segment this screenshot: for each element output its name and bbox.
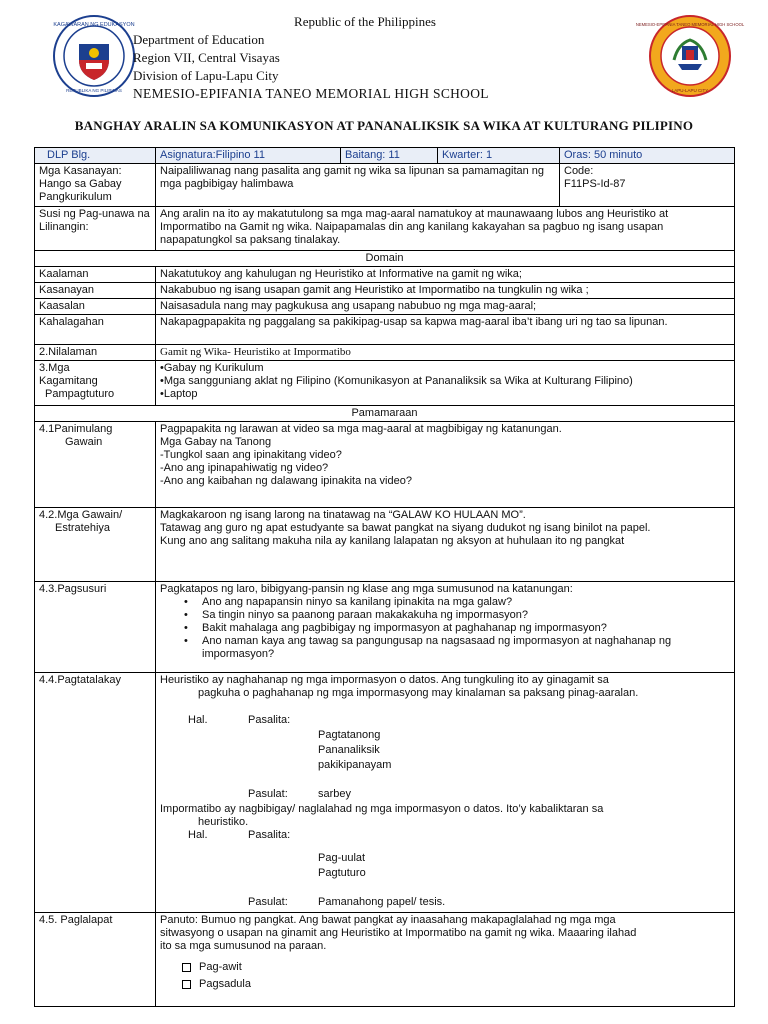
document-title: BANGHAY ARALIN SA KOMUNIKASYON AT PANANALIKSIK SA WIKA AT KULTURANG PILIPINO [74, 118, 694, 133]
domain-heading: Domain [35, 251, 735, 267]
example-item [160, 852, 730, 867]
deped-bottom-text: REPUBLIKA NG PILIPINAS [66, 88, 122, 93]
susi-row [35, 207, 735, 251]
pagsusuri-label: 4.3.Pagsusuri [35, 582, 156, 673]
school-bottom-text: LAPU-LAPU CITY [671, 88, 709, 93]
example-item [160, 759, 730, 774]
baitang-cell: Baitang: 11 [341, 148, 438, 164]
example-text: Pag-uulat [318, 852, 366, 864]
example-item [160, 744, 730, 759]
example-text: pakikipanayam [318, 759, 392, 771]
panimulang-label-line: 4.1Panimulang [39, 423, 113, 435]
heuristiko-line: Heuristiko ay naghahanap ng mga impormasyon o datos. Ang tungkuling ito ay ginagamit sa [160, 674, 609, 686]
paglalapat-options [160, 959, 730, 993]
paglalapat-line: sitwasyong o usapan na ginamit ang Heuristiko at Impormatibo na gamit ng wika. Maaaring ilahad [160, 927, 637, 939]
susi-text: Ang aralin na ito ay makatutulong sa mga mag-aaral namatukoy at maunawaang lubos ang Heuristiko at Impormatibo na Gamit ng wika. Naipapamalas din ang kanilang kakayahan sa pagbuo ng isang usapan napapatungkol sa paksang tinalakay. [156, 207, 735, 251]
pasulat-text: Pamanahong papel/ tesis. [318, 896, 446, 908]
dlp-cell: DLP Blg. [35, 148, 156, 164]
paglalapat-line: Panuto: Bumuo ng pangkat. Ang bawat pangkat ay inaasahang makapaglalahad ng mga mga [160, 914, 616, 926]
header-school: NEMESIO-EPIFANIA TANEO MEMORIAL HIGH SCHOOL [133, 86, 489, 101]
kwarter-cell: Kwarter: 1 [438, 148, 560, 164]
list-item: • Ano ang napapansin ninyo sa kanilang ipinakita na mga galaw? [184, 596, 730, 609]
kasanayan-row [35, 164, 735, 207]
kagamitan-row [35, 361, 735, 406]
impormatibo-line: Impormatibo ay nagbibigay/ naglalahad ng mga impormasyon o datos. Ito’y kabaliktaran sa [160, 803, 604, 815]
domain-text: Naisasadula nang may pagkukusa ang usapang nabubuo ng mga mag-aaral; [156, 299, 735, 315]
pamamaraan-heading: Pamamaraan [35, 406, 735, 422]
paglalapat-line: ito sa mga sumusunod na paraan. [160, 940, 327, 952]
susi-label: Susi ng Pag-unawa na Lilinangin: [35, 207, 156, 251]
guide-question: -Tungkol saan ang ipinakitang video? [160, 449, 342, 461]
pamamaraan-heading-row [35, 406, 735, 422]
pagsusuri-intro: Pagkatapos ng laro, bibigyang-pansin ng klase ang mga sumusunod na katanungan: [160, 583, 573, 595]
gawain-row [35, 508, 735, 582]
pasalita-label: Pasalita: [248, 714, 291, 726]
domain-text: Nakapagpapakita ng paggalang sa pakikipag-usap sa kapwa mag-aaral iba’t ibang uri ng tao sa lipunan. [156, 315, 735, 345]
list-item: • Bakit mahalaga ang pagbibigay ng impormasyon at paghahanap ng impormasyon? [184, 622, 730, 635]
school-seal-icon [635, 14, 745, 98]
header-department: Department of Education [133, 32, 265, 47]
code-cell [560, 164, 735, 207]
guide-question: -Ano ang ipinapahiwatig ng video? [160, 462, 329, 474]
paglalapat-row [35, 913, 735, 1007]
panimulang-intro: Pagpapakita ng larawan at video sa mga mag-aaral at magbibigay ng katanungan. [160, 423, 562, 435]
list-item: • Ano naman kaya ang tawag sa pangungusap na nagsasaad ng impormasyon at naghahanap ng impormasyon? [184, 635, 730, 661]
domain-heading-row [35, 251, 735, 267]
domain-row [35, 283, 735, 299]
code-value: F11PS-Id-87 [564, 178, 626, 190]
domain-label: Kaalaman [35, 267, 156, 283]
impormatibo-pasulat-row [160, 896, 730, 911]
pagsusuri-content [156, 582, 735, 673]
header-division: Division of Lapu-Lapu City [133, 68, 279, 83]
option-text: Pagsadula [199, 978, 251, 990]
gawain-line: Kung ano ang salitang makuha nila ay kanilang lalapatan ng aksyon at huhulaan ito ng pangkat [160, 535, 625, 547]
pasulat-label: Pasulat: [248, 896, 288, 908]
list-item: •Mga sangguniang aklat ng Filipino (Komunikasyon at Pananaliksik sa Wika at Kulturang Filipino) [160, 375, 633, 387]
gawain-label-line: Estratehiya [55, 522, 111, 534]
domain-row [35, 267, 735, 283]
example-text: Pagtuturo [318, 867, 366, 879]
heuristiko-line: pagkuha o paghahanap ng mga impormasyong may kinalaman sa paksang pinag-aaralan. [198, 687, 639, 699]
list-item: • Sa tingin ninyo sa paanong paraan makakakuha ng impormasyon? [184, 609, 730, 622]
domain-label: Kaasalan [35, 299, 156, 315]
example-item [160, 729, 730, 744]
gawain-label-line: 4.2.Mga Gawain/ [39, 509, 123, 521]
impormatibo-example-row [160, 829, 730, 844]
pasulat-label: Pasulat: [248, 788, 288, 800]
impormatibo-line: heuristiko. [198, 816, 249, 828]
hal-label: Hal. [188, 829, 208, 841]
example-text: Pagtatanong [318, 729, 381, 741]
domain-row [35, 299, 735, 315]
pagsusuri-questions [160, 596, 730, 661]
kagamitan-label-line: Pampagtuturo [45, 388, 115, 400]
gawain-line: Tatawag ang guro ng apat estudyante sa bawat pangkat na siyang dudukot ng isang binilot na papel. [160, 522, 651, 534]
document-header [0, 0, 768, 115]
lesson-plan-table [34, 147, 735, 1007]
heuristiko-example-row [160, 714, 730, 729]
panimulang-label [35, 422, 156, 508]
header-region: Region VII, Central Visayas [133, 50, 280, 65]
pasulat-text: sarbey [318, 788, 352, 800]
gawain-content [156, 508, 735, 582]
pagtatalakay-row [35, 673, 735, 913]
domain-label: Kasanayan [35, 283, 156, 299]
hal-label: Hal. [188, 714, 208, 726]
oras-cell: Oras: 50 minuto [560, 148, 735, 164]
option-text: Pag-awit [199, 961, 242, 973]
asignatura-cell: Asignatura:Filipino 11 [156, 148, 341, 164]
list-item: •Laptop [160, 388, 198, 400]
kagamitan-label-line: 3.Mga [39, 362, 70, 374]
example-item [160, 867, 730, 882]
domain-label: Kahalagahan [35, 315, 156, 345]
pagsusuri-row [35, 582, 735, 673]
kasanayan-text: Naipaliliwanag nang pasalita ang gamit ng wika sa lipunan sa pamamagitan ng mga pagbibigay halimbawa [156, 164, 560, 207]
code-label: Code: [564, 165, 594, 177]
list-item: •Gabay ng Kurikulum [160, 362, 264, 374]
checkbox-square-icon [182, 980, 191, 989]
table-header-row [35, 148, 735, 164]
deped-ring-text: KAGAWARAN NG EDUKASYON [53, 22, 135, 28]
gabay-heading: Mga Gabay na Tanong [160, 436, 272, 448]
pagtatalakay-content [156, 673, 735, 913]
panimulang-label-line: Gawain [65, 436, 103, 448]
checkbox-square-icon [182, 963, 191, 972]
example-text: Pananaliksik [318, 744, 380, 756]
header-republic: Republic of the Philippines [294, 14, 436, 29]
kagamitan-label [35, 361, 156, 406]
paglalapat-label: 4.5. Paglalapat [35, 913, 156, 1007]
nilalaman-row [35, 345, 735, 361]
guide-question: -Ano ang kaibahan ng dalawang ipinakita na video? [160, 475, 412, 487]
pagtatalakay-label: 4.4.Pagtatalakay [35, 673, 156, 913]
gawain-label [35, 508, 156, 582]
nilalaman-label: 2.Nilalaman [35, 345, 156, 361]
list-item [182, 976, 730, 993]
kagamitan-list [156, 361, 735, 406]
list-item [182, 959, 730, 976]
domain-row [35, 315, 735, 345]
domain-text: Nakatutukoy ang kahulugan ng Heuristiko at Informative na gamit ng wika; [156, 267, 735, 283]
nilalaman-text: Gamit ng Wika- Heuristiko at Impormatibo [156, 345, 735, 361]
pasalita-label: Pasalita: [248, 829, 291, 841]
kasanayan-label: Mga Kasanayan: Hango sa Gabay Pangkurikulum [35, 164, 156, 207]
panimulang-row [35, 422, 735, 508]
panimulang-content [156, 422, 735, 508]
kagamitan-label-line: Kagamitang [39, 375, 98, 387]
domain-text: Nakabubuo ng isang usapan gamit ang Heuristiko at Impormatibo na tungkulin ng wika ; [156, 283, 735, 299]
heuristiko-pasulat-row [160, 788, 730, 803]
paglalapat-content [156, 913, 735, 1007]
gawain-line: Magkakaroon ng isang larong na tinatawag na “GALAW KO HULAAN MO”. [160, 509, 526, 521]
school-ring-text: NEMESIO-EPIFANIA TANEO MEMORIAL HIGH SCHOOL [635, 22, 745, 27]
